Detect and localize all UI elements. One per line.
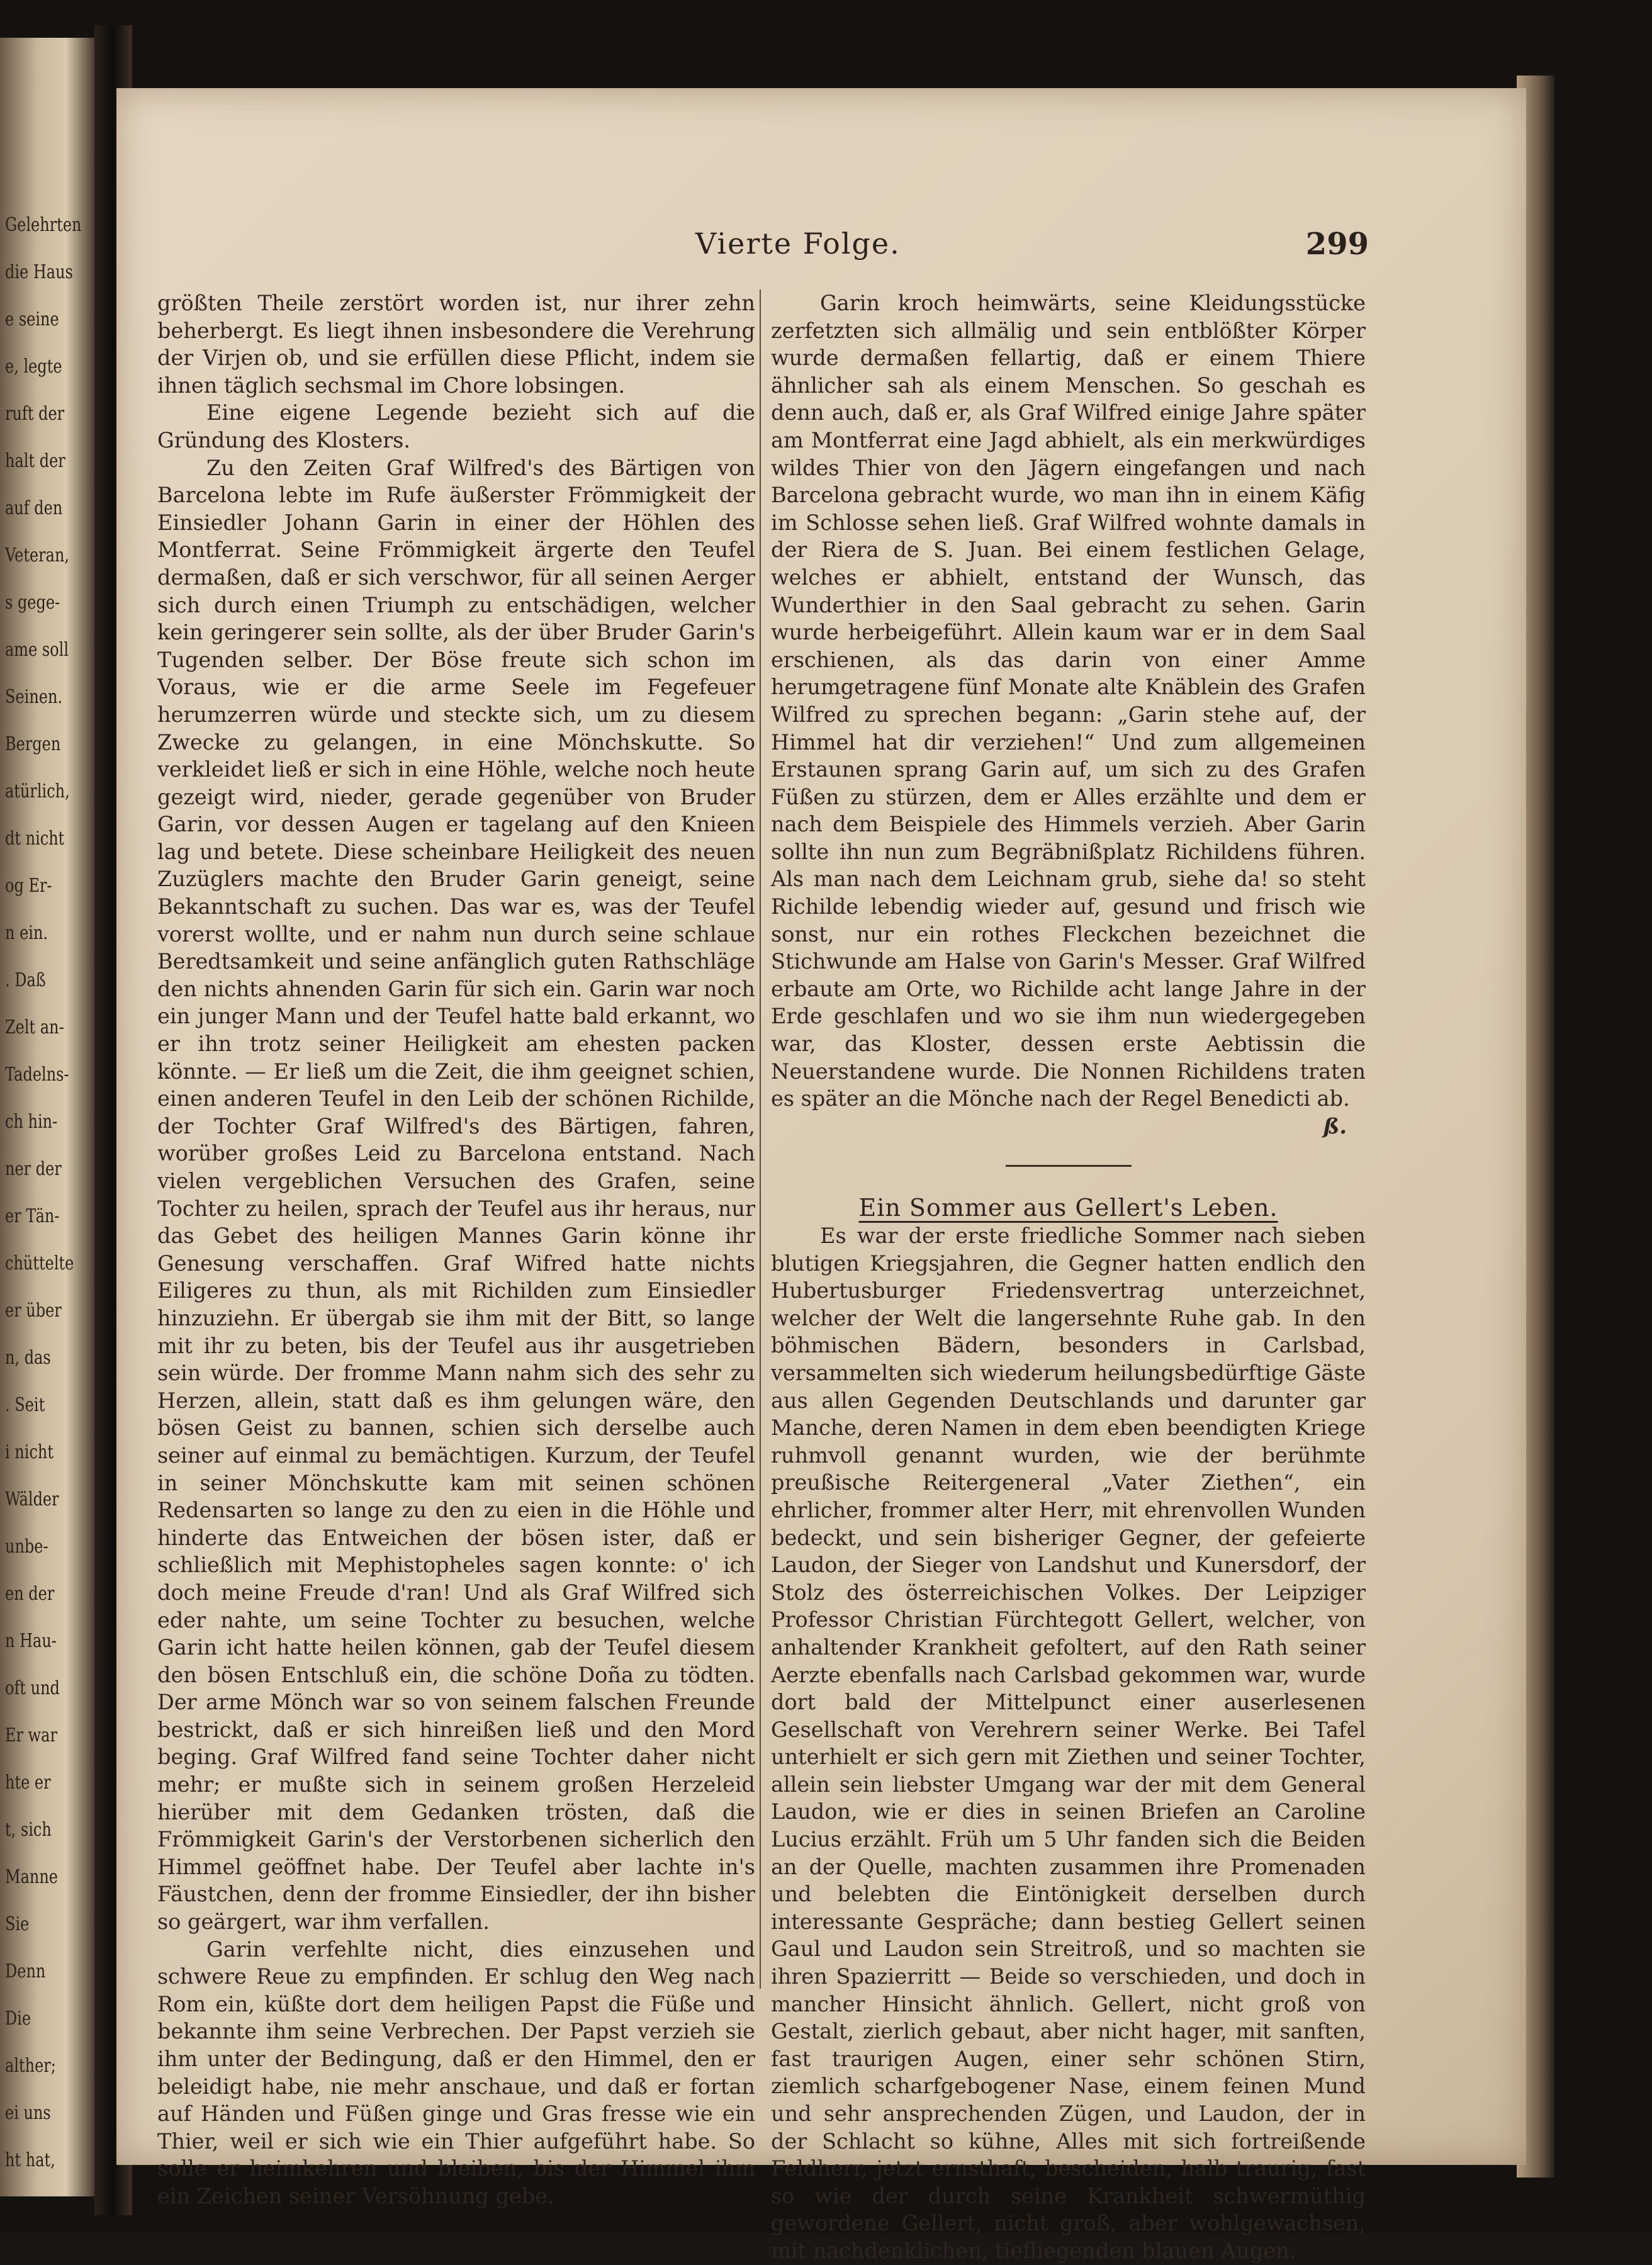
adjacent-page-fragment: atürlich, xyxy=(5,780,70,802)
adjacent-page-fragment: n Hau- xyxy=(5,1630,57,1652)
adjacent-page-fragment: auf den xyxy=(5,497,63,519)
right-column xyxy=(771,289,1366,2265)
page-header xyxy=(695,227,1369,271)
adjacent-page-fragment: Veteran, xyxy=(5,544,70,566)
adjacent-page-fragment: hte er xyxy=(5,1772,51,1794)
adjacent-page-fragment: ame soll xyxy=(5,639,69,661)
adjacent-page-fragment: chüttelte xyxy=(5,1252,74,1274)
adjacent-page-fragment: e, legte xyxy=(5,356,62,378)
adjacent-page-fragment: . Daß xyxy=(5,969,46,991)
adjacent-page-fragment: er über xyxy=(5,1300,62,1322)
paragraph: Es war der erste friedliche Sommer nach sieben blutigen Kriegsjahren, die Gegner hatten endlich den Hubertusburger Friedensvertrag unterzeichnet, welcher der Welt die langersehnte Ruhe gab. In den böhmischen Bädern, besonders in Carlsbad, versammelten sich wiederum heilungsbedürftige Gäste aus allen Gegenden Deutschlands und darunter gar Manche, deren Namen in dem eben beendigten Kriege ruhmvoll genannt wurden, wie der berühmte preußische Reitergeneral „Vater Ziethen“, ein ehrlicher, frommer alter Herr, mit ehrenvollen Wunden bedeckt, und sein bisheriger Gegner, der gefeierte Laudon, der Sieger von Landshut und Kunersdorf, der Stolz des österreichischen Volkes. Der Leipziger Professor Christian Fürchtegott Gellert, welcher, von anhaltender Krankheit gefoltert, auf den Rath seiner Aerzte ebenfalls nach Carlsbad gekommen war, wurde dort bald der Mittelpunct einer auserlesenen Gesellschaft von Verehrern seiner Werke. Bei Tafel unterhielt er sich gern mit Ziethen und seiner Tochter, allein sein liebster Umgang war der mit dem General Laudon, wie er dies in seinen Briefen an Caroline Lucius erzählt. Früh um 5 Uhr fanden sich die Beiden an der Quelle, machten zusammen ihre Promenaden und belebten die Eintönigkeit derselben durch interessante Gespräche; dann bestieg Gellert seinen Gaul und Laudon sein Streitroß, und so machten sie ihren Spazierritt — Beide so verschieden, und doch in mancher Hinsicht ähnlich. Gellert, nicht groß von Gestalt, zierlich gebaut, aber nicht hager, mit sanften, fast traurigen Augen, einer sehr schönen Stirn, ziemlich scharfgebogener Nase, einem feinen Mund und sehr ansprechenden Zügen, und Laudon, der in der Schlacht so kühne, Alles mit sich fortreißende Feldherr, jetzt ernsthaft, bescheiden, halb traurig, fast so wie der durch seine Krankheit schwermüthig gewordene Gellert, nicht groß, aber wohlgewachsen, mit nachdenklichen, tiefliegenden blauen Augen. xyxy=(771,1223,1366,2263)
adjacent-page-fragment: ht hat, xyxy=(5,2149,55,2171)
section-separator xyxy=(1006,1165,1132,1167)
paragraph: Garin verfehlte nicht, dies einzusehen und schwere Reue zu empfinden. Er schlug den Weg nach Rom ein, küßte dort dem heiligen Papst die Füße und bekannte ihm seine Verbrechen. Der Papst verzieh sie ihm unter der Bedingung, daß er den Himmel, den er beleidigt habe, nie mehr anschaue, und daß er fortan auf Händen und Füßen ginge und Gras fresse wie ein Thier, weil er sich wie ein Thier aufgeführt habe. So solle er heimkehren und bleiben, bis der Himmel ihm ein Zeichen seiner Versöhnung gebe. xyxy=(157,1936,755,2208)
adjacent-page-fragment: ch hin- xyxy=(5,1111,58,1133)
adjacent-page-fragment: Manne xyxy=(5,1866,58,1888)
adjacent-page-fragment: e seine xyxy=(5,308,59,330)
left-column xyxy=(157,289,755,2210)
adjacent-page-fragment: Die xyxy=(5,2008,31,2030)
adjacent-page-fragment: s gege- xyxy=(5,592,60,614)
adjacent-page-fragment: Tadelns- xyxy=(5,1064,69,1086)
adjacent-page-fragment: en der xyxy=(5,1583,55,1605)
adjacent-page-fragment: Zelt an- xyxy=(5,1016,64,1038)
adjacent-page-fragment: Denn xyxy=(5,1960,46,1982)
paragraph: Zu den Zeiten Graf Wilfred's des Bärtigen von Barcelona lebte im Rufe äußerster Frömmigkeit der Einsiedler Johann Garin in einer der Höhlen des Montferrat. Seine Frömmigkeit ärgerte den Teufel dermaßen, daß er sich verschwor, für all seinen Aerger sich durch einen Triumph zu entschädigen, welcher kein geringerer sein sollte, als der über Bruder Garin's Tugenden selber. Der Böse freute sich schon im Voraus, wie er die arme Seele im Fegefeuer herumzerren würde und steckte sich, um zu diesem Zwecke zu gelangen, in eine Mönchskutte. So verkleidet ließ er sich in eine Höhle, welche noch heute gezeigt wird, nieder, gerade gegenüber von Bruder Garin, vor dessen Augen er tagelang auf den Knieen lag und betete. Diese scheinbare Heiligkeit des neuen Zuzüglers machte den Bruder Garin geneigt, seine Bekanntschaft zu suchen. Das war es, was der Teufel vorerst wollte, und er nahm nun durch seine schlaue Beredtsamkeit und seine anfänglich guten Rathschläge den nichts ahnenden Garin für sich ein. Garin war noch ein junger Mann und der Teufel hatte bald erkannt, wo er ihn trotz seiner Heiligkeit am ehesten packen könnte. — Er ließ um die Zeit, die ihm geeignet schien, einen anderen Teufel in den Leib der schönen Richilde, der Tochter Graf Wilfred's des Bärtigen, fahren, worüber großes Leid zu Barcelona entstand. Nach vielen vergeblichen Versuchen des Grafen, seine Tochter zu heilen, sprach der Teufel aus ihr heraus, nur das Gebet des heiligen Mannes Garin könne ihr Genesung verschaffen. Graf Wifred hatte nichts Eiligeres zu thun, als mit Richilden zum Einsiedler hinzuziehn. Er übergab sie ihm mit der Bitt, so lange mit ihr zu beten, bis der Teufel aus ihr ausgetrieben sein würde. Der fromme Mann nahm sich des sehr zu Herzen, allein, statt daß es ihm gelungen wäre, den bösen Geist zu bannen, schien sich derselbe auch seiner auf einmal zu bemächtigen. Kurzum, der Teufel in seiner Mönchskutte kam mit seinen schönen Redensarten so lange zu den zu eien in die Höhle und hinderte das Entweichen der bösen ister, daß er schließlich mit Mephistopheles sagen konnte: o' ich doch meine Freude d'ran! Und als Graf Wilfred sich eder nahte, um seine Tochter zu besuchen, welche Garin icht hatte heilen können, gab der Teufel diesem den bösen Entschluß ein, die schöne Doña zu tödten. Der arme Mönch war so von seinem falschen Freunde bestrickt, daß er sich hinreißen ließ und den Mord beging. Graf Wilfred fand seine Tochter daher nicht mehr; er mußte sich in seinem großen Herzeleid hierüber mit dem Gedanken trösten, daß die Frömmigkeit Garin's der Verstorbenen sicherlich den Himmel geöffnet habe. Der Teufel aber lachte in's Fäustchen, denn der fromme Einsiedler, der ihn bisher so geärgert, war ihm verfallen. xyxy=(157,455,755,1935)
adjacent-page-fragment: Bergen xyxy=(5,733,61,755)
adjacent-page-edge xyxy=(0,38,94,2196)
page-number: 299 xyxy=(1305,227,1369,262)
adjacent-page-fragment: er Tän- xyxy=(5,1205,60,1227)
adjacent-page-fragment: ei uns xyxy=(5,2102,51,2124)
adjacent-page-fragment: Er war xyxy=(5,1724,57,1746)
section-title: Ein Sommer aus Gellert's Leben. xyxy=(858,1194,1278,1222)
paragraph: Garin kroch heimwärts, seine Kleidungsstücke zerfetzten sich allmälig und sein entblößter Körper wurde dermaßen fellartig, daß er einem Thiere ähnlicher sah als einem Menschen. So geschah es denn auch, daß er, als Graf Wilfred einige Jahre später am Montferrat eine Jagd abhielt, als ein merkwürdiges wildes Thier von den Jägern eingefangen und nach Barcelona gebracht wurde, wo man ihn in einem Käfig im Schlosse sehen ließ. Graf Wilfred wohnte damals in der Riera de S. Juan. Bei einem festlichen Gelage, welches er abhielt, entstand der Wunsch, das Wunderthier in den Saal gebracht zu sehen. Garin wurde herbeigeführt. Allein kaum war er in dem Saal erschienen, als das darin von einer Amme herumgetragene fünf Monate alte Knäblein des Grafen Wilfred zu sprechen begann: „Garin stehe auf, der Himmel hat dir verziehen!“ Und zum allgemeinen Erstaunen sprang Garin auf, um sich zu des Grafen Füßen zu stürzen, dem er Alles erzählte und dem er nach dem Beispiele des Himmels verzieh. Aber Garin sollte ihn nun zum Begräbnißplatz Richildens führen. Als man nach dem Leichnam grub, siehe da! so steht Richilde lebendig wieder auf, gesund und frisch wie sonst, nur ein rothes Fleckchen bezeichnet die Stichwunde am Halse von Garin's Messer. Graf Wilfred erbaute am Orte, wo Richilde acht lange Jahre in der Erde geschlafen und wo sie ihm nun wiedergegeben war, das Kloster, dessen erste Aebtissin die Neuerstandene wurde. Die Nonnen Richildens traten es später an die Mönche nach der Regel Benedicti ab. xyxy=(771,291,1366,1111)
adjacent-page-fragment: n ein. xyxy=(5,922,48,944)
adjacent-page-fragment: Gelehrten xyxy=(5,214,82,236)
adjacent-page-fragment: die Haus xyxy=(5,261,73,283)
adjacent-page-fragment: ruft der xyxy=(5,403,65,425)
adjacent-page-fragment: dt nicht xyxy=(5,828,65,850)
adjacent-page-fragment: og Er- xyxy=(5,875,52,897)
adjacent-page-fragment: oft und xyxy=(5,1677,60,1699)
paragraph: Eine eigene Legende bezieht sich auf die Gründung des Klosters. xyxy=(157,400,755,452)
adjacent-page-fragment: unbe- xyxy=(5,1536,48,1558)
adjacent-page-fragment: Seinen. xyxy=(5,686,63,708)
adjacent-page-fragment: n, das xyxy=(5,1347,51,1369)
paragraph: größten Theile zerstört worden ist, nur ihrer zehn beherbergt. Es liegt ihnen insbesondere die Verehrung der Virjen ob, und sie erfüllen diese Pflicht, indem sie ihnen täglich sechsmal im Chore lobsingen. xyxy=(157,291,755,398)
adjacent-page-fragment: halt der xyxy=(5,450,65,472)
running-head: Vierte Folge. xyxy=(695,227,901,261)
adjacent-page-fragment: alther; xyxy=(5,2055,56,2077)
adjacent-page-fragment: Sie xyxy=(5,1913,30,1935)
adjacent-page-fragment: i nicht xyxy=(5,1441,53,1463)
adjacent-page-fragment: . Seit xyxy=(5,1394,45,1416)
column-divider xyxy=(760,289,761,1989)
author-signature: ß. xyxy=(1323,1113,1347,1138)
adjacent-page-fragment: ner der xyxy=(5,1158,62,1180)
adjacent-page-fragment: t, sich xyxy=(5,1819,52,1841)
adjacent-page-fragment: Wälder xyxy=(5,1488,59,1510)
